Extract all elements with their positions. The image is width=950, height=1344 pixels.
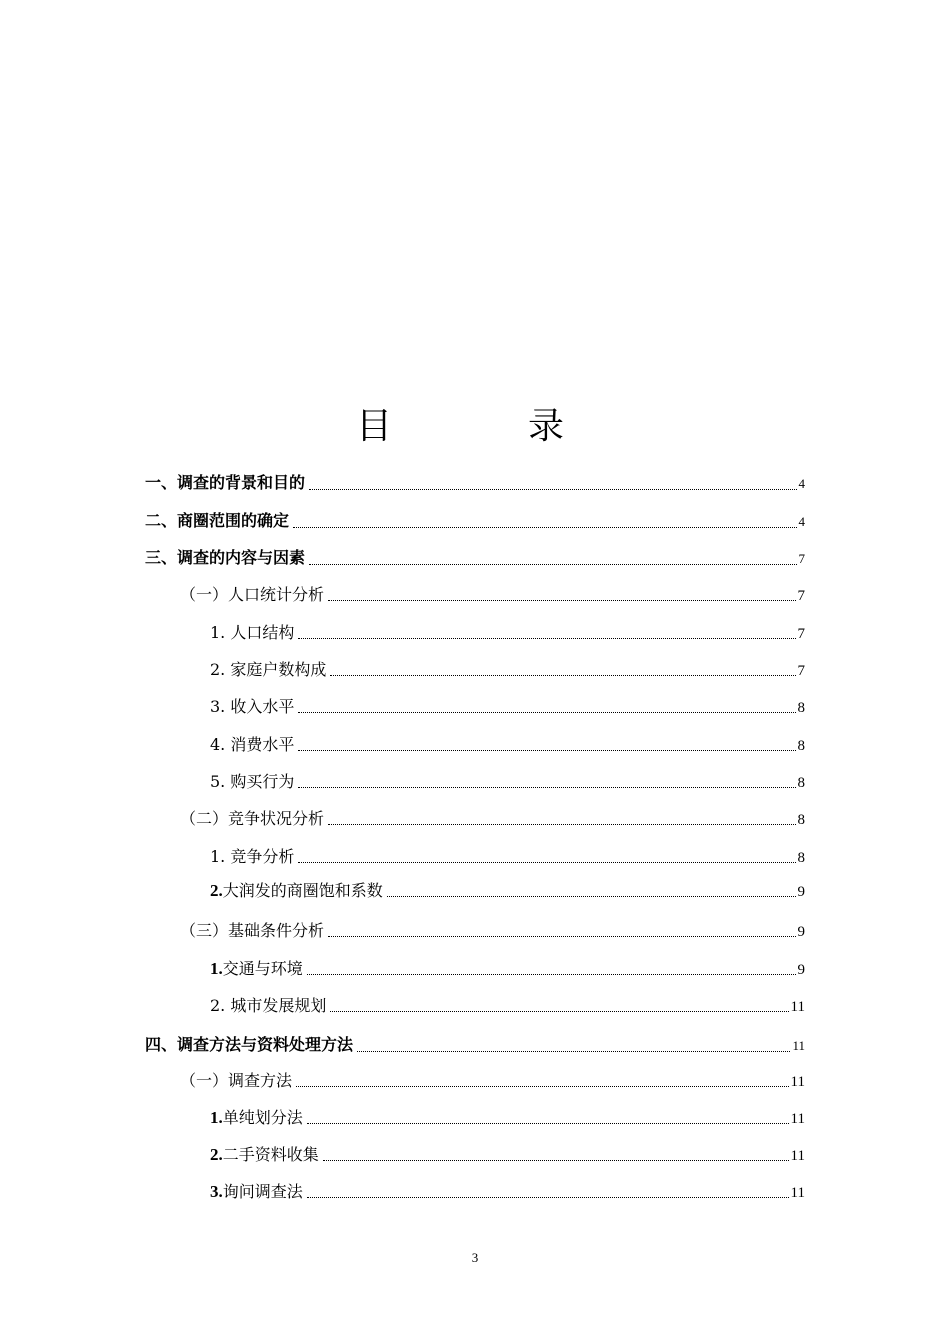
toc-entry[interactable]: （二）竞争状况分析 8 xyxy=(180,809,805,828)
toc-entry[interactable]: 三、调查的内容与因素 7 xyxy=(145,548,805,567)
toc-entry[interactable]: 四、调查方法与资料处理方法 11 xyxy=(145,1035,805,1054)
toc-entry[interactable]: 一、调查的背景和目的 4 xyxy=(145,473,805,492)
toc-title: 目 录 xyxy=(355,406,614,447)
toc-entry[interactable]: 1. 竞争分析 8 xyxy=(210,847,805,866)
toc-entry[interactable]: 2. 城市发展规划 11 xyxy=(210,996,805,1015)
toc-entry[interactable]: 2.大润发的商圈饱和系数 9 xyxy=(210,881,805,900)
toc-entry[interactable]: （一）调查方法 11 xyxy=(180,1071,805,1090)
toc-entry[interactable]: 1. 人口结构 7 xyxy=(210,623,805,642)
toc-entry[interactable]: 3.询问调查法 11 xyxy=(210,1182,805,1201)
toc-entry[interactable]: 二、商圈范围的确定 4 xyxy=(145,511,805,530)
toc-entry[interactable]: 4. 消费水平 8 xyxy=(210,735,805,754)
toc-entry[interactable]: （一）人口统计分析 7 xyxy=(180,585,805,604)
toc-entry[interactable]: 2. 家庭户数构成 7 xyxy=(210,660,805,679)
toc-entry[interactable]: 1.交通与环境 9 xyxy=(210,959,805,978)
toc-entry[interactable]: 5. 购买行为 8 xyxy=(210,772,805,791)
toc-entry[interactable]: （三）基础条件分析 9 xyxy=(180,921,805,940)
toc-entry[interactable]: 3. 收入水平 8 xyxy=(210,697,805,716)
toc-entry[interactable]: 1.单纯划分法 11 xyxy=(210,1108,805,1127)
toc-entry[interactable]: 2.二手资料收集 11 xyxy=(210,1145,805,1164)
page-number: 3 xyxy=(471,1250,479,1265)
